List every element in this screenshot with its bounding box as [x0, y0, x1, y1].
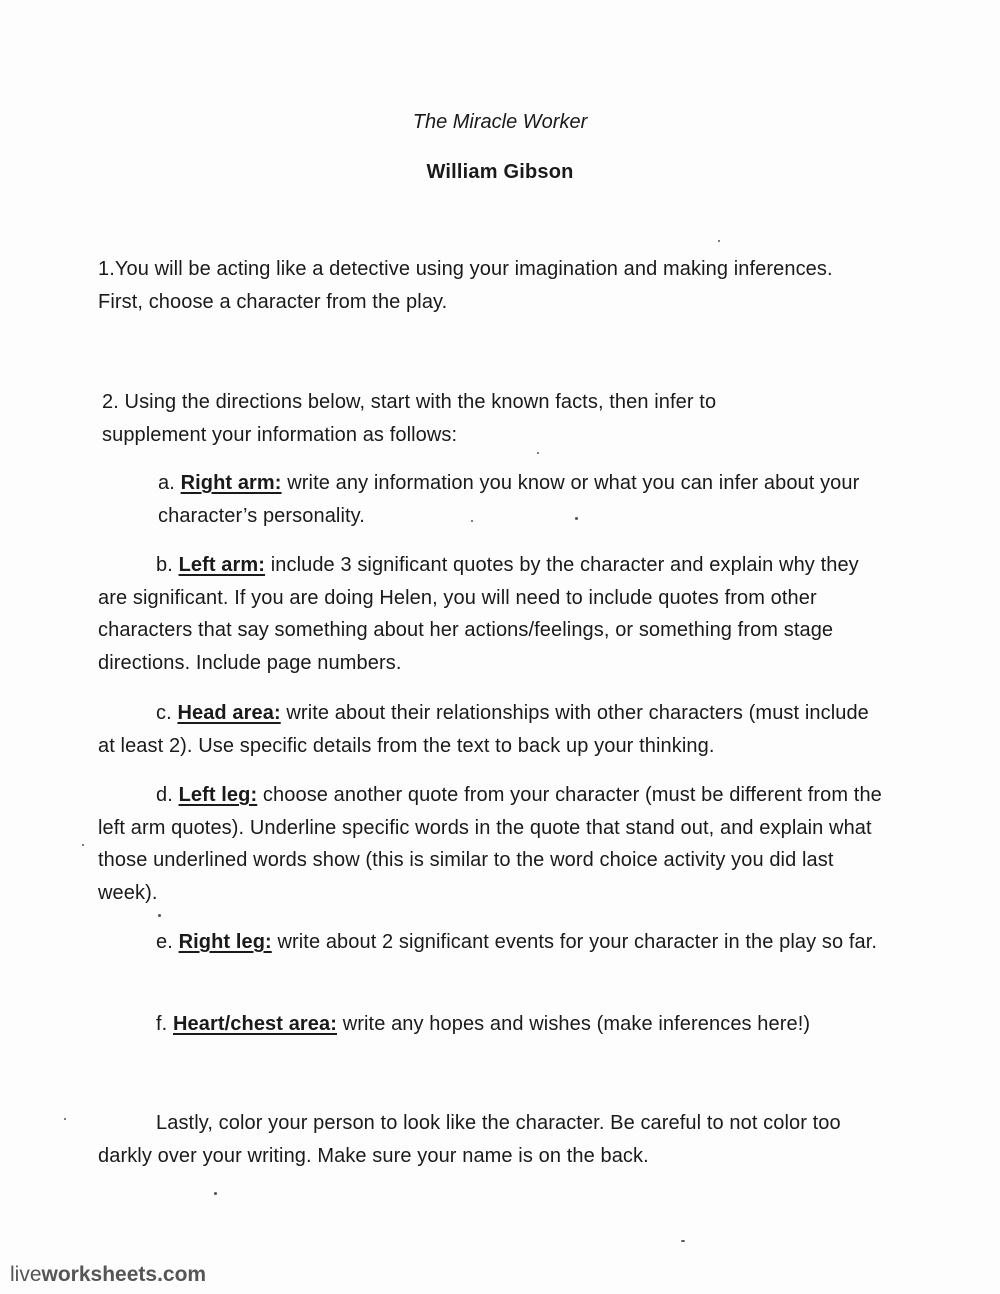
scan-speck — [214, 1192, 217, 1195]
direction-left-arm — [98, 549, 888, 679]
direction-text: choose another quote from your character (must be different from the left arm quotes). Underline specific words in the quote that stand out, and explain what those underlined words show (this is similar to the word choice activity you did last week). — [98, 784, 882, 904]
scan-speck — [82, 844, 84, 846]
instruction-2-line-2: supplement your information as follows: — [102, 423, 458, 446]
direction-letter: f. — [156, 1013, 168, 1035]
direction-heart-chest-area — [98, 1008, 888, 1041]
instruction-2-line-1: 2. Using the directions below, start with the known facts, then infer to — [102, 391, 717, 413]
instruction-1-line-2: First, choose a character from the play. — [98, 290, 448, 313]
scan-speck — [681, 1240, 685, 1242]
instruction-1-line-1: 1.You will be acting like a detective using your imagination and making inferences. — [98, 258, 833, 280]
liveworksheets-watermark — [10, 1262, 206, 1288]
direction-label: Right arm: — [180, 472, 282, 494]
watermark-prefix: live — [10, 1263, 42, 1286]
document-title: The Miracle Worker — [412, 111, 588, 133]
direction-head-area — [98, 697, 888, 762]
direction-left-leg — [98, 779, 888, 909]
direction-label: Right leg: — [178, 931, 272, 953]
direction-label: Heart/chest area: — [173, 1013, 338, 1035]
direction-letter: e. — [156, 931, 173, 953]
direction-text: write about 2 significant events for your character in the play so far. — [277, 931, 878, 953]
scan-speck — [718, 240, 720, 242]
direction-text: include 3 significant quotes by the character and explain why they are significant. If you are doing Helen, you will need to include quotes from other characters that say something about her actions/feelings, or something from stage directions. Include page numbers. — [98, 554, 859, 674]
scan-speck — [537, 452, 539, 454]
direction-letter: b. — [156, 554, 173, 576]
direction-label: Head area: — [177, 702, 281, 724]
scan-speck — [471, 520, 473, 522]
direction-right-leg — [98, 926, 888, 959]
scan-speck — [575, 517, 578, 520]
direction-text: write any information you know or what you can infer about your character’s personality. — [158, 472, 860, 527]
instruction-1 — [98, 253, 898, 318]
closing-instruction — [98, 1107, 888, 1172]
direction-right-arm — [158, 467, 878, 532]
direction-text: write about their relationships with other characters (must include at least 2). Use specific details from the text to back up your thinking. — [98, 702, 869, 757]
direction-label: Left leg: — [178, 784, 258, 806]
scan-speck — [64, 1118, 66, 1120]
direction-letter: c. — [156, 702, 172, 724]
direction-label: Left arm: — [178, 554, 266, 576]
instruction-2 — [102, 386, 892, 451]
scan-speck — [158, 914, 161, 917]
document-author: William Gibson — [426, 161, 574, 183]
direction-letter: d. — [156, 784, 173, 806]
direction-letter: a. — [158, 472, 175, 494]
watermark-brand: worksheets.com — [41, 1263, 207, 1286]
closing-text: Lastly, color your person to look like the character. Be careful to not color too darkly over your writing. Make sure your name is on the back. — [98, 1112, 841, 1167]
direction-text: write any hopes and wishes (make inferences here!) — [342, 1013, 811, 1035]
